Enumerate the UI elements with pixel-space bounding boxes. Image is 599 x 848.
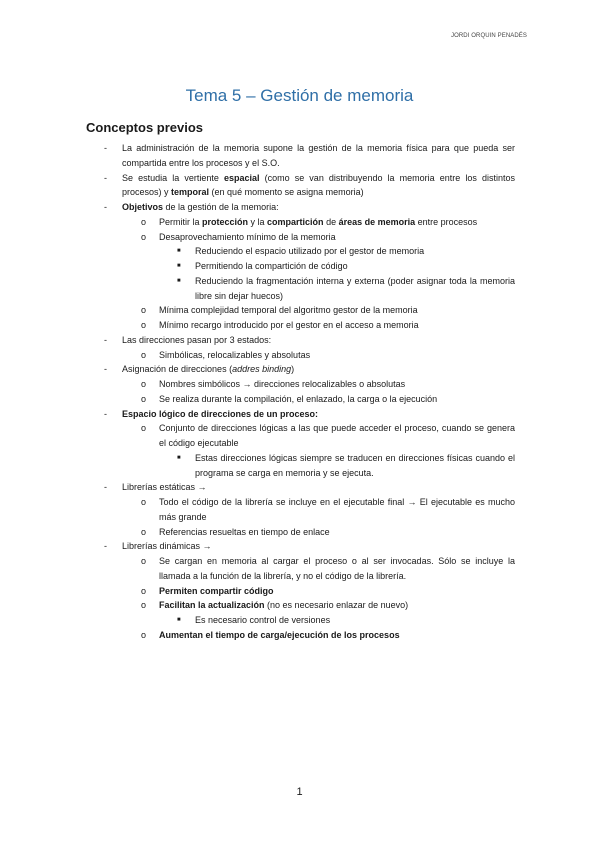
bullet-text: Permiten compartir código [159, 585, 274, 596]
bullet-marker: - [104, 364, 107, 375]
bullet-marker: - [104, 482, 107, 493]
bullet-text: Nombres simbólicos → direcciones relocalizables o absolutas [159, 379, 406, 389]
bullet-marker: o [141, 585, 147, 596]
bullet-marker: - [104, 202, 107, 212]
bullet-marker: o [141, 600, 147, 611]
bullet-item [0, 539, 599, 554]
bullet-marker: ■ [177, 617, 181, 623]
bullet-item [0, 495, 599, 525]
bullet-item [0, 141, 599, 171]
bullet-item [0, 171, 599, 201]
bullet-item [0, 318, 599, 333]
bullet-text: Aumentan el tiempo de carga/ejecución de los procesos [159, 629, 400, 640]
bullet-item [0, 525, 599, 540]
bullet-text: Mínimo recargo introducido por el gestor en el acceso a memoria [159, 320, 419, 330]
bullet-text: Se realiza durante la compilación, el enlazado, la carga o la ejecución [159, 393, 438, 404]
bullet-text: Facilitan la actualización (no es necesario enlazar de nuevo) [159, 600, 409, 611]
bullet-item [0, 451, 599, 481]
bullet-marker: - [104, 541, 107, 552]
bullet-marker: o [141, 393, 147, 404]
page-header-author: JORDI ORQUIN PENADÉS [450, 33, 527, 39]
bullet-text: Todo el código de la librería se incluye en el ejecutable final → El ejecutable es mucho más grande [159, 497, 515, 522]
bullet-text: Conjunto de direcciones lógicas a las que puede acceder el proceso, cuando se genera el código ejecutable [159, 423, 515, 448]
bullet-item [0, 215, 599, 230]
bullet-text: Asignación de direcciones (addres binding) [122, 364, 295, 375]
document-title: Tema 5 – Gestión de memoria [185, 86, 414, 105]
bullet-text: Reduciendo el espacio utilizado por el gestor de memoria [195, 246, 425, 257]
bullet-text: Se estudia la vertiente espacial (como se van distribuyendo la memoria entre los distintos procesos) y temporal (en qué momento se asigna memoria) [122, 172, 516, 198]
bullet-marker: o [141, 526, 147, 537]
bullet-item [0, 377, 599, 392]
bullet-marker: o [141, 216, 147, 227]
bullet-item [0, 392, 599, 407]
bullet-item [0, 259, 599, 274]
bullet-item [0, 584, 599, 599]
bullet-item [0, 362, 599, 377]
bullet-item [0, 598, 599, 613]
bullet-marker: o [141, 379, 147, 389]
bullet-text: Espacio lógico de direcciones de un proceso: [122, 408, 319, 419]
bullet-item [0, 480, 599, 495]
bullet-marker: - [104, 408, 107, 419]
bullet-item [0, 613, 599, 628]
bullet-marker: o [141, 556, 147, 566]
bullet-marker: o [141, 320, 147, 330]
page-number: 1 [296, 786, 303, 798]
bullet-marker: ■ [177, 263, 181, 269]
bullet-text: Reduciendo la fragmentación interna y externa (poder asignar toda la memoria libre sin dejar huecos) [195, 275, 515, 301]
section-heading: Conceptos previos [86, 120, 204, 135]
bullet-text: Librerías estáticas → [122, 482, 207, 493]
bullet-text: Se cargan en memoria al cargar el proceso o al ser invocadas. Sólo se incluye la llamada a la función de la librería, y no el código de la librería. [159, 556, 515, 581]
bullet-item [0, 274, 599, 304]
bullet-text: Las direcciones pasan por 3 estados: [122, 334, 272, 345]
bullet-marker: o [141, 231, 147, 242]
bullet-marker: - [104, 143, 107, 153]
bullet-text: Mínima complejidad temporal del algoritmo gestor de la memoria [159, 305, 418, 316]
bullet-item [0, 200, 599, 215]
bullet-text: Simbólicas, relocalizables y absolutas [159, 349, 311, 360]
bullet-item [0, 407, 599, 422]
bullet-marker: ■ [177, 248, 181, 255]
bullet-text: Desaprovechamiento mínimo de la memoria [159, 231, 336, 242]
bullet-marker: o [141, 305, 147, 316]
bullet-marker: o [141, 349, 147, 360]
bullet-text: Objetivos de la gestión de la memoria: [122, 202, 279, 212]
bullet-text: Permitiendo la compartición de código [195, 261, 348, 271]
bullet-text: Estas direcciones lógicas siempre se traducen en direcciones físicas cuando el programa se carga en memoria y se ejecuta. [195, 452, 515, 478]
bullet-item [0, 244, 599, 259]
bullet-item [0, 333, 599, 348]
bullet-item [0, 554, 599, 584]
bullet-marker: o [141, 497, 147, 507]
bullet-marker: - [104, 334, 107, 345]
bullet-text: La administración de la memoria supone la gestión de la memoria física para que pueda ser compartida entre los procesos y el S.O. [122, 143, 515, 168]
bullet-text: Permitir la protección y la compartición de áreas de memoria entre procesos [159, 216, 478, 227]
bullet-marker: - [104, 172, 107, 183]
bullet-item [0, 348, 599, 363]
bullet-marker: ■ [177, 454, 181, 461]
bullet-list [0, 141, 599, 643]
bullet-item [0, 421, 599, 451]
bullet-text: Librerías dinámicas → [122, 541, 212, 552]
bullet-item [0, 230, 599, 245]
bullet-item [0, 303, 599, 318]
bullet-text: Referencias resueltas en tiempo de enlace [159, 526, 330, 537]
bullet-text: Es necesario control de versiones [195, 615, 331, 625]
bullet-marker: ■ [177, 277, 181, 284]
bullet-marker: o [141, 629, 147, 640]
bullet-item [0, 628, 599, 643]
bullet-marker: o [141, 423, 147, 434]
